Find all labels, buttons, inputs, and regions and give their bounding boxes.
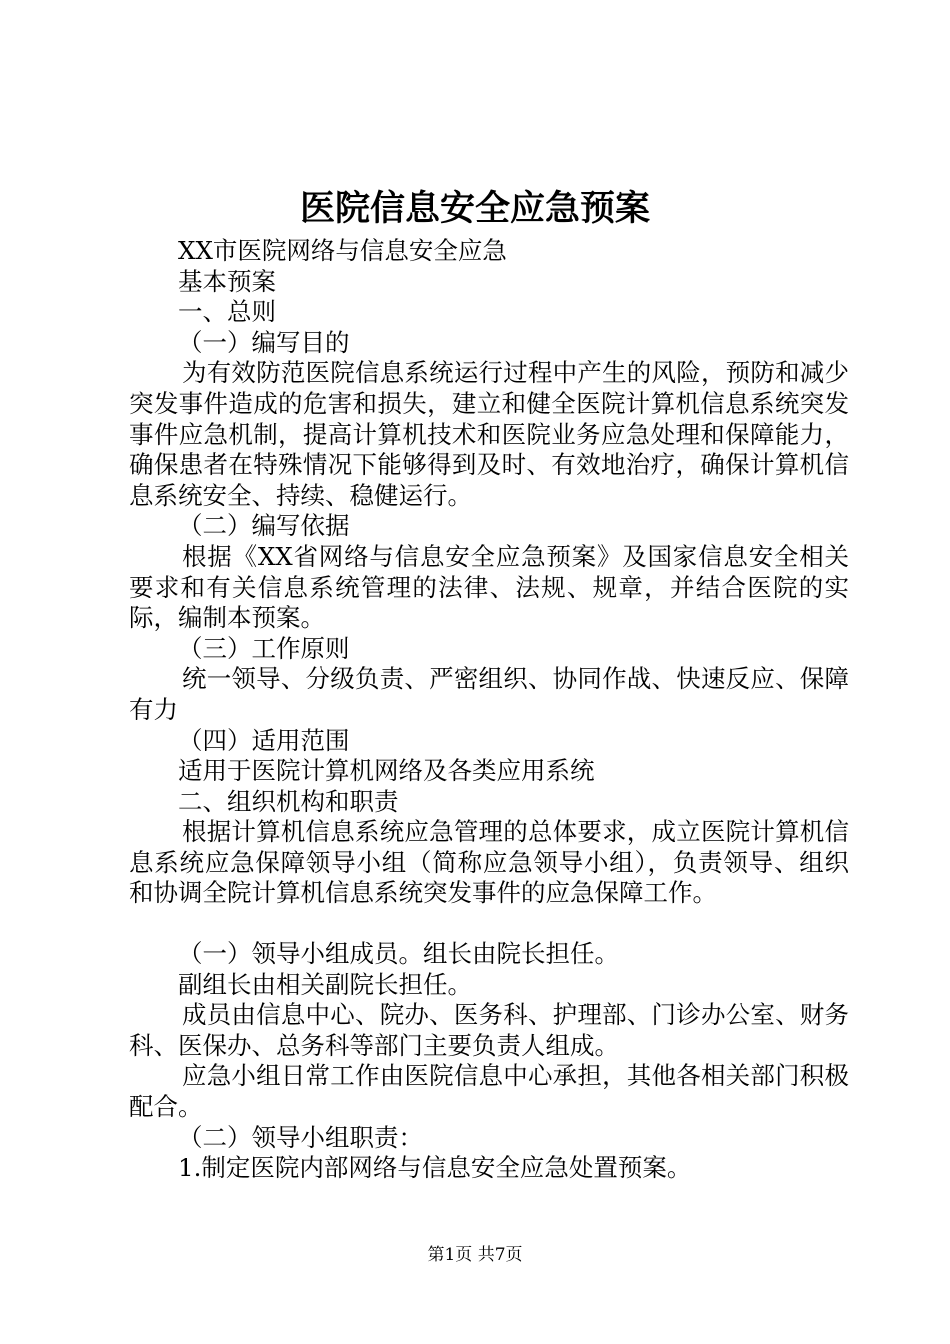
page-footer: 第1页 共7页 [427,1245,523,1265]
paragraph: 适用于医院计算机网络及各类应用系统 [178,756,595,786]
subsection-heading: （四）适用范围 [178,725,350,755]
paragraph: 根据《XX省网络与信息安全应急预案》及国家信息安全相关要求和有关信息系统管理的法律、法规、规章，并结合医院的实际，编制本预案。 [129,541,849,633]
subsection-heading: （二）领导小组职责： [178,1122,423,1152]
subsection-heading: （二）编写依据 [178,511,350,541]
paragraph: 副组长由相关副院长担任。 [178,969,472,999]
paragraph: 应急小组日常工作由医院信息中心承担，其他各相关部门积极配合。 [129,1061,849,1122]
paragraph-gap [129,909,849,939]
paragraph: 根据计算机信息系统应急管理的总体要求，成立医院计算机信息系统应急保障领导小组（简称应急领导小组），负责领导、组织和协调全院计算机信息系统突发事件的应急保障工作。 [129,817,849,908]
section-heading: 一、总则 [178,297,276,327]
subsection-heading: （一）领导小组成员。组长由院长担任。 [178,939,619,969]
paragraph: XX市医院网络与信息安全应急 [178,236,507,265]
subsection-heading: （一）编写目的 [178,327,350,357]
document-body [129,236,849,1184]
paragraph: 基本预案 [178,266,276,296]
paragraph: 1.制定医院内部网络与信息安全应急处置预案。 [178,1153,692,1183]
section-heading: 二、组织机构和职责 [178,786,399,816]
paragraph: 为有效防范医院信息系统运行过程中产生的风险，预防和减少突发事件造成的危害和损失，建立和健全医院计算机信息系统突发事件应急机制，提高计算机技术和医院业务应急处理和保障能力，确保患者在特殊情况下能够得到及时、有效地治疗，确保计算机信息系统安全、持续、稳健运行。 [129,358,849,510]
paragraph: 统一领导、分级负责、严密组织、协同作战、快速反应、保障有力 [129,664,849,724]
document-title: 医院信息安全应急预案 [299,188,650,229]
subsection-heading: （三）工作原则 [178,633,350,663]
paragraph: 成员由信息中心、院办、医务科、护理部、门诊办公室、财务科、医保办、总务科等部门主要负责人组成。 [129,1000,849,1060]
